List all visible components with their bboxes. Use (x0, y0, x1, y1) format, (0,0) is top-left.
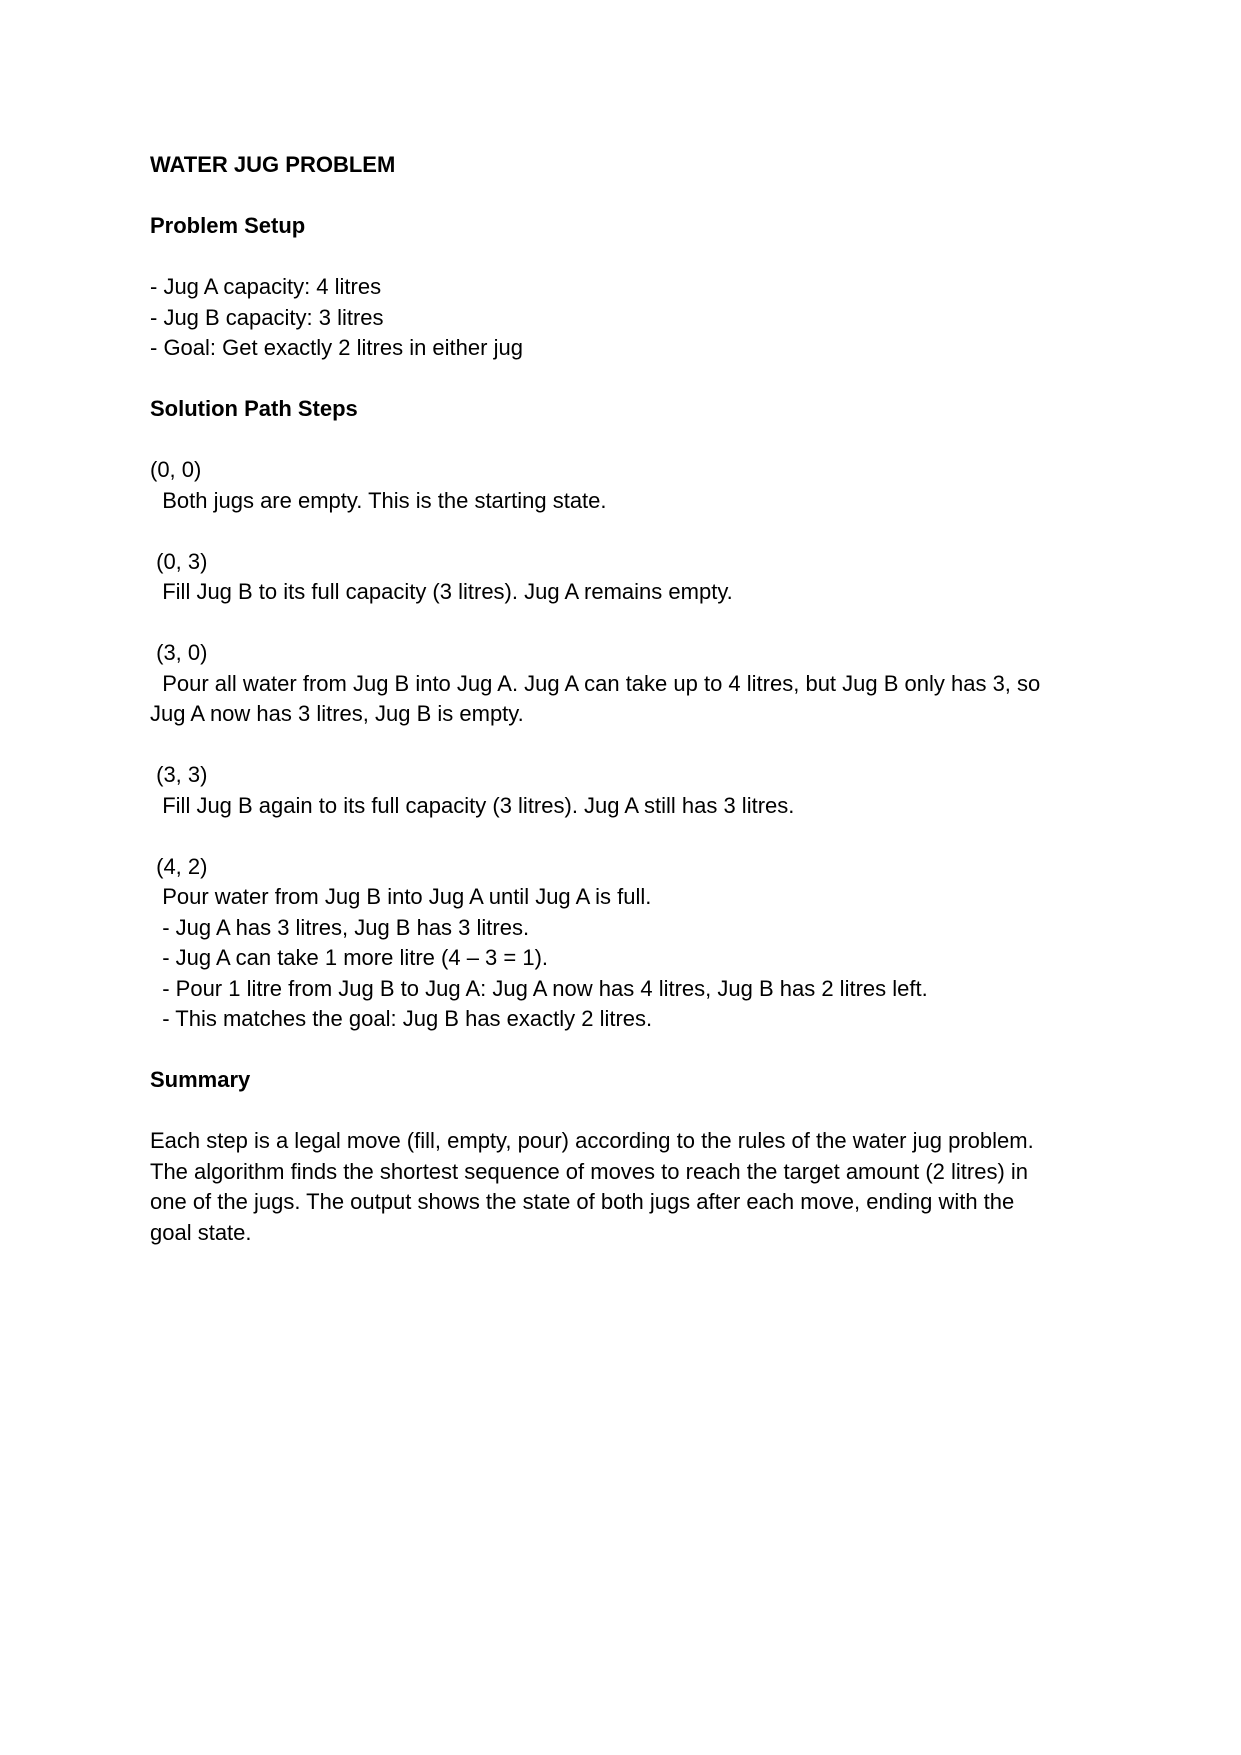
spacer (150, 1096, 1090, 1127)
summary-line: The algorithm finds the shortest sequence of moves to reach the target amount (2 litres) in (150, 1158, 1029, 1184)
step-state: (3, 3) (150, 762, 208, 787)
step-description: Both jugs are empty. This is the starting state. (150, 487, 607, 513)
document-body (150, 150, 1090, 1248)
spacer (150, 730, 1090, 761)
summary-line: goal state. (150, 1219, 252, 1245)
step-4 (150, 760, 1090, 821)
spacer (150, 516, 1090, 547)
step-state: (0, 3) (150, 548, 208, 574)
step-subitem: - Jug A has 3 litres, Jug B has 3 litres. (150, 914, 530, 940)
spacer (150, 364, 1090, 395)
setup-item-goal: - Goal: Get exactly 2 litres in either jug (150, 335, 523, 360)
step-description: Fill Jug B to its full capacity (3 litres). Jug A remains empty. (150, 579, 733, 604)
step-subitem: - This matches the goal: Jug B has exactly 2 litres. (150, 1006, 653, 1031)
step-subitem: - Jug A can take 1 more litre (4 – 3 = 1). (150, 945, 549, 970)
step-state: (3, 0) (150, 640, 208, 665)
spacer (150, 608, 1090, 639)
summary-line: Each step is a legal move (fill, empty, pour) according to the rules of the water jug problem. (150, 1128, 1034, 1153)
step-2 (150, 547, 1090, 608)
step-description: Pour all water from Jug B into Jug A. Jug A can take up to 4 litres, but Jug B only has 3, so (150, 670, 1041, 696)
step-state: (0, 0) (150, 457, 202, 482)
summary-heading: Summary (150, 1067, 251, 1092)
spacer (150, 821, 1090, 852)
document-title: WATER JUG PROBLEM (150, 152, 396, 177)
step-description: Pour water from Jug B into Jug A until Jug A is full. (150, 884, 652, 909)
step-3 (150, 638, 1090, 730)
spacer (150, 1035, 1090, 1066)
step-state: (4, 2) (150, 853, 208, 879)
setup-item-jug-b: - Jug B capacity: 3 litres (150, 304, 384, 330)
spacer (150, 181, 1090, 212)
step-5 (150, 852, 1090, 1035)
spacer (150, 242, 1090, 273)
setup-item-jug-a: - Jug A capacity: 4 litres (150, 274, 382, 299)
step-1 (150, 455, 1090, 516)
step-subitem: - Pour 1 litre from Jug B to Jug A: Jug A now has 4 litres, Jug B has 2 litres left. (150, 975, 928, 1001)
setup-heading: Problem Setup (150, 213, 306, 238)
spacer (150, 425, 1090, 456)
summary-line: one of the jugs. The output shows the state of both jugs after each move, ending with the (150, 1189, 1015, 1214)
solution-heading: Solution Path Steps (150, 396, 358, 421)
step-description: Fill Jug B again to its full capacity (3 litres). Jug A still has 3 litres. (150, 792, 795, 818)
step-description-continued: Jug A now has 3 litres, Jug B is empty. (150, 701, 524, 726)
